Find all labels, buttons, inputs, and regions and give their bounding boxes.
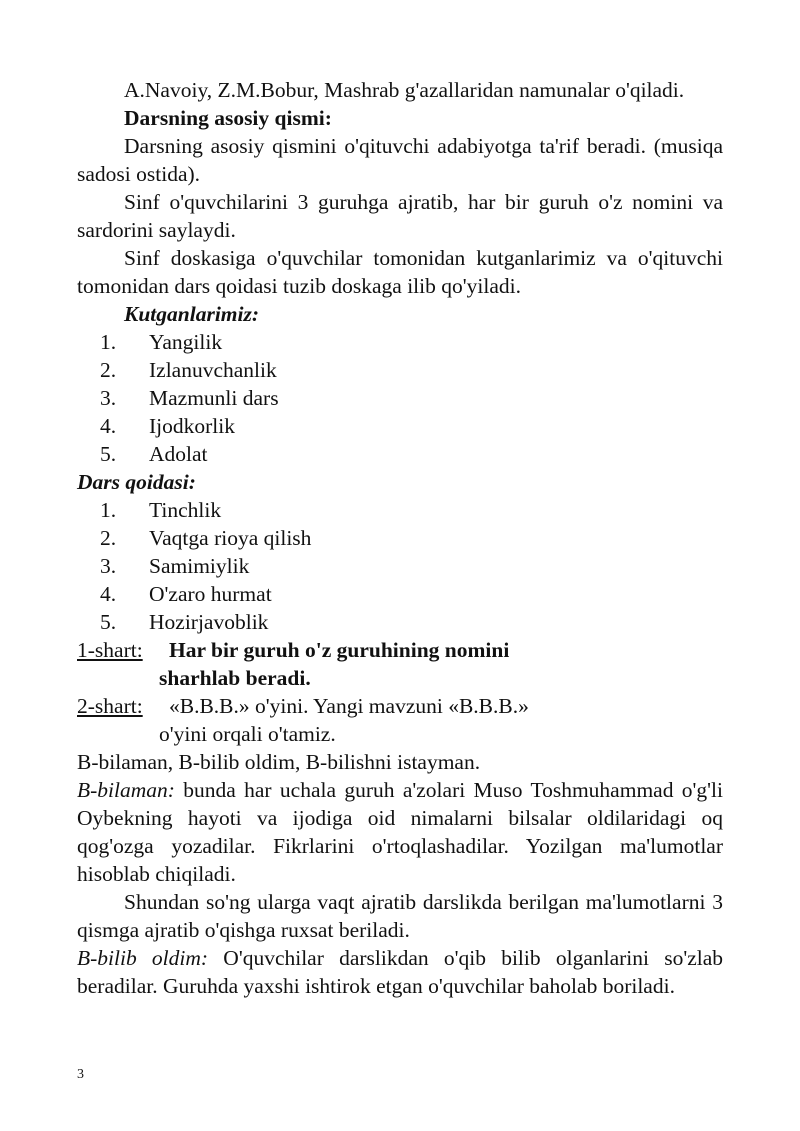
condition-2-text: «B.B.B.» o'yini. Yangi mavzuni «B.B.B.»: [169, 694, 529, 718]
condition-2: [77, 692, 723, 720]
paragraph-b-bilib-oldim: B-bilib oldim: O'quvchilar darslikdan o'qib bilib olganlarini so'zlab beradilar. Guruhda yaxshi ishtirok etgan o'quvchilar baholab boriladi.: [77, 946, 723, 998]
heading-rules: Dars qoidasi:: [77, 470, 196, 494]
document-page: [77, 76, 723, 1000]
paragraph-main-part: Darsning asosiy qismini o'qituvchi adabiyotga ta'rif beradi. (musiqa sadosi ostida).: [77, 134, 723, 186]
b-bilaman-label: B-bilaman:: [77, 778, 175, 802]
condition-1-label: 1-shart:: [77, 638, 143, 662]
bbb-legend: B-bilaman, B-bilib oldim, B-bilishni istayman.: [77, 750, 481, 774]
paragraph-intro: A.Navoiy, Z.M.Bobur, Mashrab g'azallaridan namunalar o'qiladi.: [124, 78, 685, 102]
list-item: 3. Mazmunli dars: [100, 386, 279, 410]
rules-list: [77, 496, 723, 636]
expectations-list: [77, 328, 723, 468]
list-item: 4. Ijodkorlik: [100, 414, 235, 438]
b-bilib-oldim-label: B-bilib oldim:: [77, 946, 209, 970]
list-item: 4. O'zaro hurmat: [100, 582, 272, 606]
paragraph-then: Shundan so'ng ularga vaqt ajratib darslikda berilgan ma'lumotlarni 3 qismga ajratib o'qishga ruxsat beriladi.: [77, 890, 723, 942]
list-item: 1. Tinchlik: [100, 498, 222, 522]
condition-2-label: 2-shart:: [77, 694, 143, 718]
list-item: 2. Izlanuvchanlik: [100, 358, 277, 382]
condition-2-continuation: o'yini orqali o'tamiz.: [159, 722, 336, 746]
list-item: 1. Yangilik: [100, 330, 223, 354]
paragraph-b-bilaman: B-bilaman: bunda har uchala guruh a'zolari Muso Toshmuhammad o'g'li Oybekning hayoti va ijodiga oid nimalarni bilsalar oldilaridagi oq qog'ozga yozadilar. Fikrlarini o'rtoqlashadilar. Yozilgan ma'lumotlar hisoblab chiqiladi.: [77, 778, 723, 886]
list-item: 5. Hozirjavoblik: [100, 610, 269, 634]
condition-1-text: Har bir guruh o'z guruhining nomini: [169, 638, 510, 662]
condition-1-continuation: sharhlab beradi.: [159, 666, 311, 690]
page-number: 3: [77, 1067, 84, 1082]
list-item: 3. Samimiylik: [100, 554, 250, 578]
heading-main-part: Darsning asosiy qismi:: [124, 106, 332, 130]
paragraph-groups: Sinf o'quvchilarini 3 guruhga ajratib, har bir guruh o'z nomini va sardorini saylaydi.: [77, 190, 723, 242]
condition-1: [77, 636, 723, 664]
paragraph-board: Sinf doskasiga o'quvchilar tomonidan kutganlarimiz va o'qituvchi tomonidan dars qoidasi tuzib doskaga ilib qo'yiladi.: [77, 246, 723, 298]
list-item: 2. Vaqtga rioya qilish: [100, 526, 312, 550]
list-item: 5. Adolat: [100, 442, 208, 466]
heading-expectations: Kutganlarimiz:: [124, 302, 260, 326]
